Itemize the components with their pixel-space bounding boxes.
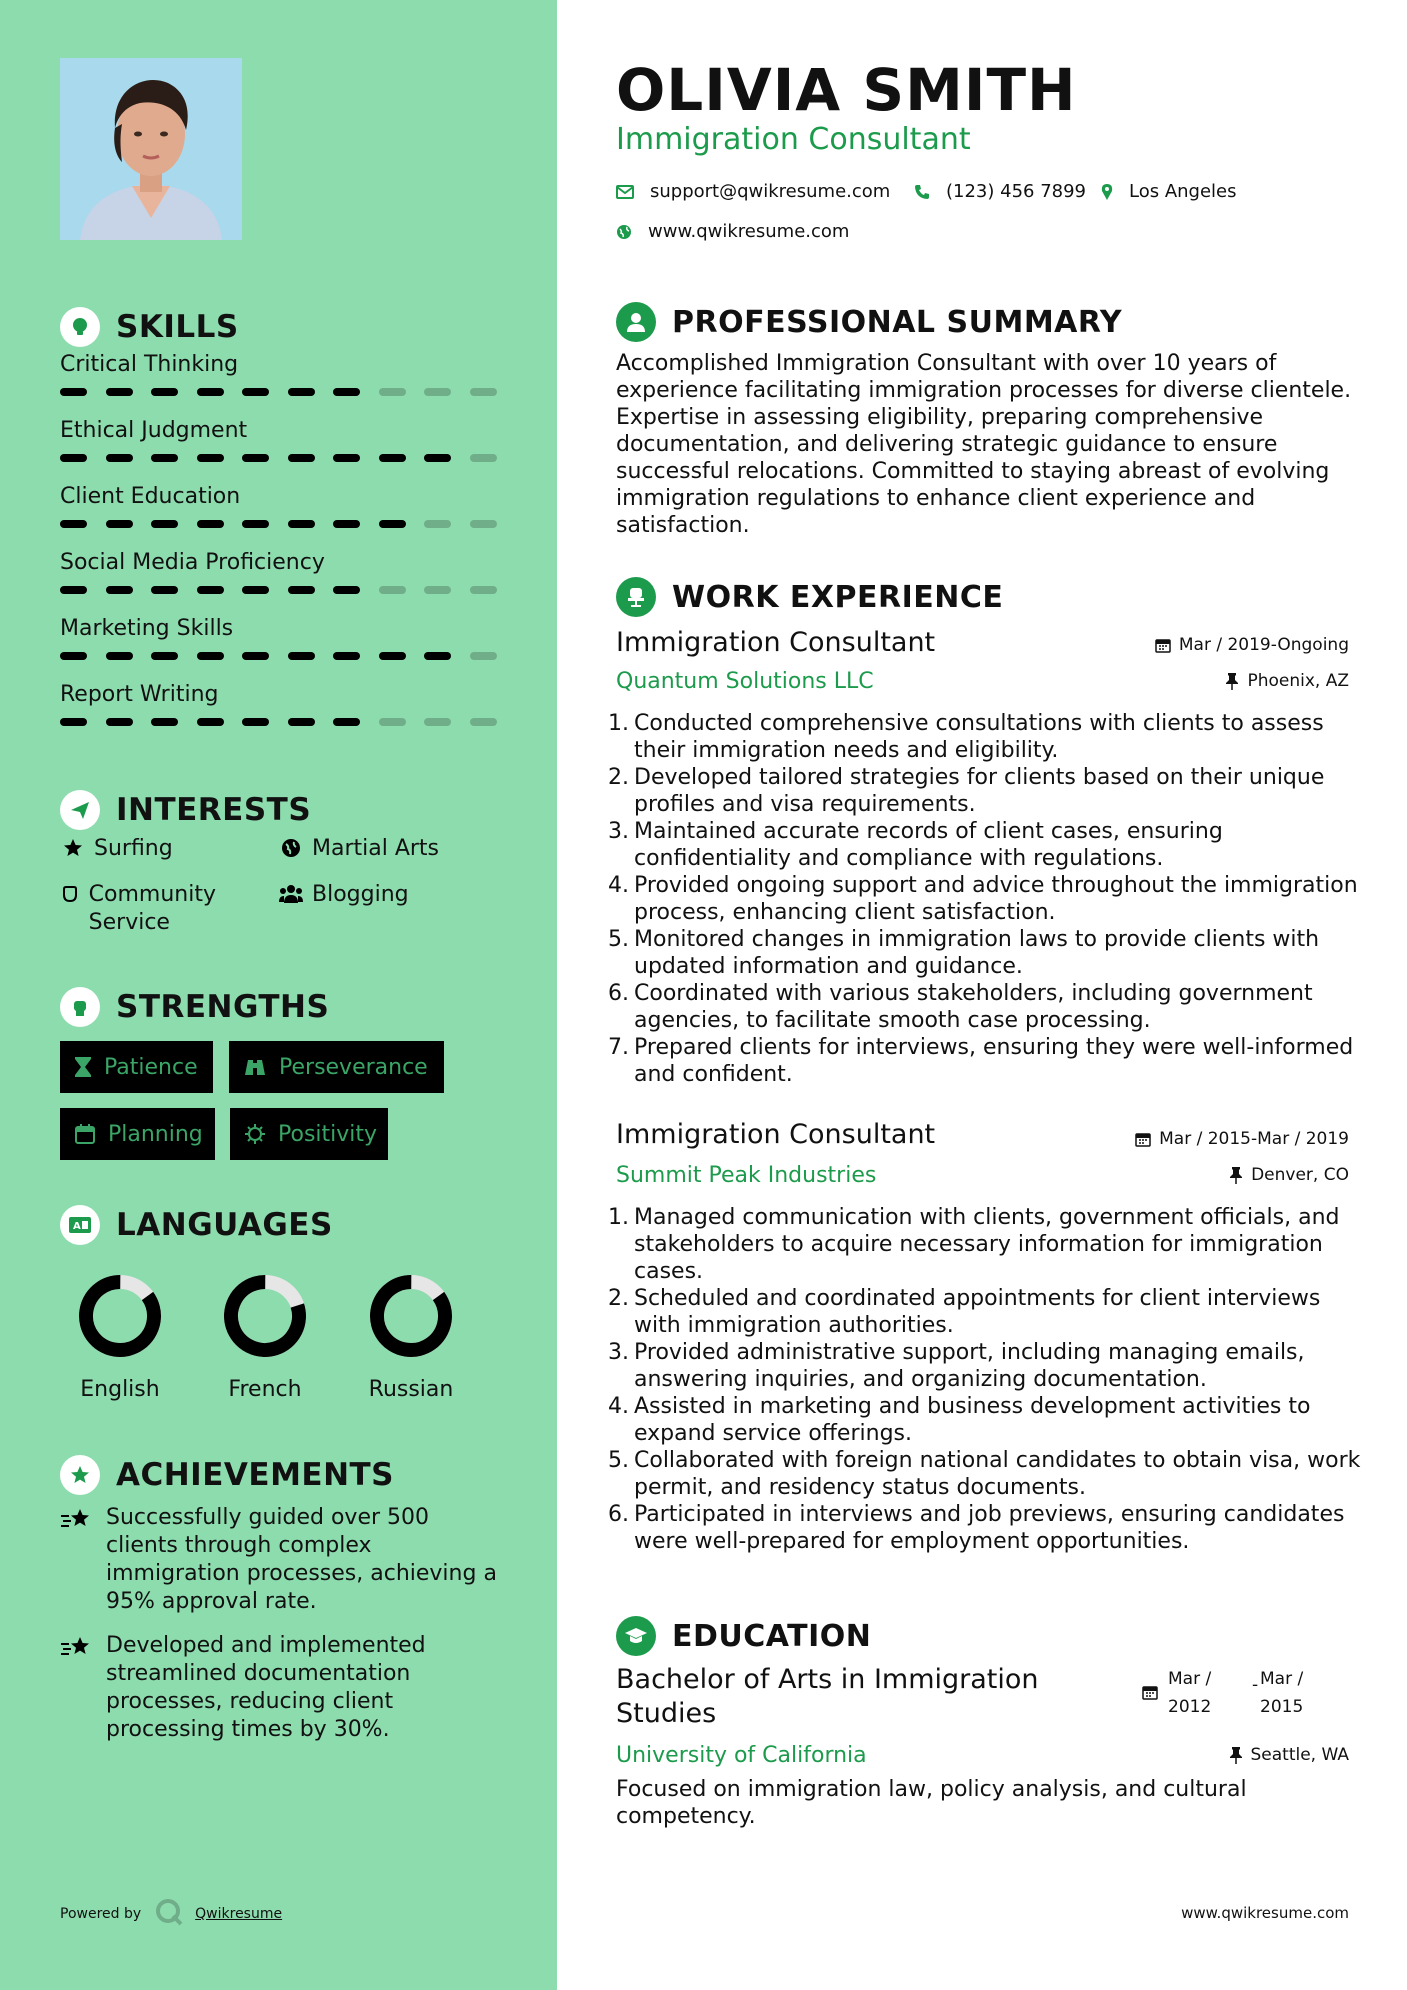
skill-dash-empty [379,388,406,396]
skill-dash-filled [288,388,315,396]
responsibility-text: Provided ongoing support and advice throughout the immigration process, enhancing client satisfaction. [634,873,1358,925]
lightbulb-icon [60,307,100,347]
skill-dash-filled [106,652,133,660]
interest-label: Blogging [312,882,409,907]
skill-dash-filled [151,586,178,594]
responsibility-item [608,1393,1363,1447]
strengths-title: STRENGTHS [116,989,330,1025]
responsibility-text: Managed communication with clients, government officials, and stakeholders to acquire necessary information for immigration cases. [634,1205,1340,1284]
responsibility-item [608,1447,1363,1501]
interests-heading [60,790,311,830]
pushpin-icon [1225,672,1239,690]
skill-dash-filled [242,718,269,726]
skill-item [60,350,510,396]
experience-title: WORK EXPERIENCE [672,579,1004,615]
strength-tag [230,1108,388,1160]
user-icon [616,302,656,342]
skill-dash-empty [470,388,497,396]
office-chair-icon [616,577,656,617]
company-name: Summit Peak Industries [616,1163,877,1188]
skill-dash-filled [333,454,360,462]
skill-dash-filled [379,454,406,462]
list-number: 4. [608,873,629,898]
job-title: Immigration Consultant [616,627,936,658]
skill-dash-filled [288,718,315,726]
calendar-icon [74,1123,96,1145]
phone-contact [914,180,1086,204]
responsibility-item [608,980,1363,1034]
strength-tag [60,1041,213,1093]
responsibility-item [608,1204,1363,1285]
language-proficiency-ring [75,1271,165,1361]
skill-dash-filled [242,388,269,396]
skill-name: Report Writing [60,682,219,707]
skill-item [60,416,510,462]
education-location-text: Seattle, WA [1250,1745,1349,1765]
ring-fill [75,1271,165,1361]
list-number: 5. [608,927,629,952]
paper-plane-icon [60,790,100,830]
job-dates [1155,634,1349,656]
skill-dash-filled [288,652,315,660]
skill-dash-filled [197,718,224,726]
skill-name: Marketing Skills [60,616,234,641]
responsibility-item [608,818,1363,872]
skill-dash-filled [197,586,224,594]
education-location [1229,1744,1350,1766]
language-item [356,1271,466,1402]
skill-name: Critical Thinking [60,352,239,377]
achievement-text: Successfully guided over 500 clients through complex immigration processes, achieving a 95% approval rate. [106,1505,497,1614]
skill-dash-filled [424,454,451,462]
calendar-icon [1155,637,1171,653]
responsibility-item [608,1034,1363,1088]
school-name: University of California [616,1743,867,1768]
candidate-name: OLIVIA SMITH [616,56,1077,124]
achievements-title: ACHIEVEMENTS [116,1457,395,1493]
education-end-date: Mar / 2015 [1260,1669,1304,1717]
job-title: Immigration Consultant [616,1119,936,1150]
graduation-cap-icon [616,1616,656,1656]
list-number: 4. [608,1394,629,1419]
skill-dash-filled [379,652,406,660]
job-dates-text: Mar / 2015-Mar / 2019 [1159,1129,1349,1149]
skill-dash-filled [151,454,178,462]
job-responsibilities [608,710,1363,1088]
ring-fill [222,1273,308,1359]
website-contact [616,220,849,244]
skill-dash-empty [470,520,497,528]
globe-icon [278,835,304,858]
skill-dash-filled [197,520,224,528]
skill-dash-filled [333,718,360,726]
skills-heading [60,307,239,347]
languages-heading [60,1205,333,1245]
email-contact [616,180,890,204]
skills-title: SKILLS [116,309,239,345]
language-name: Russian [368,1377,454,1402]
skill-name: Client Education [60,484,241,509]
qwikresume-logo-icon [155,1898,183,1930]
skill-level-bar [60,454,510,462]
responsibility-text: Prepared clients for interviews, ensuring they were well-informed and confident. [634,1035,1354,1087]
strength-label: Patience [104,1054,198,1080]
skill-dash-empty [424,388,451,396]
skill-dash-filled [242,586,269,594]
job-dates-text: Mar / 2019-Ongoing [1178,635,1349,655]
list-number: 2. [608,1286,629,1311]
education-start-date: Mar / 2012 [1168,1669,1212,1717]
globe-icon [616,224,632,240]
achievement-text: Developed and implemented streamlined documentation processes, reducing client processing times by 30%. [106,1633,426,1742]
date-separator: - [1252,1675,1259,1695]
skill-item [60,548,510,594]
candidate-role: Immigration Consultant [616,122,971,157]
skill-dash-filled [60,652,87,660]
skill-dash-empty [470,652,497,660]
skill-dash-empty [470,718,497,726]
achievement-star-icon [60,1455,100,1495]
language-proficiency-ring [366,1271,456,1361]
pushpin-icon [1229,1746,1243,1764]
skill-level-bar [60,652,510,660]
skill-dash-filled [333,520,360,528]
skill-dash-filled [333,388,360,396]
skill-dash-filled [288,454,315,462]
list-number: 6. [608,981,629,1006]
email-text[interactable]: support@qwikresume.com [650,181,891,202]
responsibility-text: Provided administrative support, including managing emails, answering inquiries, and organizing documentation. [634,1340,1305,1392]
calendar-icon [1142,1665,1158,1721]
strength-tag [60,1108,215,1160]
skill-dash-filled [197,388,224,396]
skill-dash-filled [106,520,133,528]
interest-item [278,835,439,863]
experience-heading [616,577,1003,617]
skill-dash-filled [106,718,133,726]
language-proficiency-ring [220,1271,310,1361]
skill-dash-filled [151,520,178,528]
summary-text: Accomplished Immigration Consultant with over 10 years of experience facilitating immigration processes for diverse clientele. Expertise in assessing eligibility, preparing comprehensive documentation, and delivering strategic guidance to ensure successful relocations. Committed to staying abreast of evolving immigration regulations to enhance client experience and satisfaction. [616,351,1352,538]
sun-icon [244,1123,266,1145]
interest-label: Surfing [94,836,173,861]
job-location-text: Phoenix, AZ [1247,671,1349,691]
interest-item [60,835,173,863]
responsibility-text: Assisted in marketing and business development activities to expand service offerings. [634,1394,1311,1446]
responsibility-text: Maintained accurate records of client cases, ensuring confidentiality and compliance with regulations. [634,819,1223,871]
strength-label: Positivity [278,1121,378,1147]
sidebar [0,0,557,1990]
skill-dash-empty [379,718,406,726]
skill-dash-filled [197,454,224,462]
footer-website[interactable]: www.qwikresume.com [1181,1904,1349,1922]
responsibility-item [608,926,1363,980]
language-item [210,1271,320,1402]
skill-level-bar [60,718,510,726]
skill-dash-filled [60,520,87,528]
list-number: 7. [608,1035,629,1060]
skill-dash-filled [197,652,224,660]
interest-item [60,881,260,937]
strengths-heading [60,987,329,1027]
skill-dash-filled [333,652,360,660]
strength-tag [229,1041,444,1093]
education-dates [1142,1665,1344,1721]
skill-dash-empty [424,520,451,528]
skill-dash-filled [106,454,133,462]
responsibility-item [608,764,1363,818]
list-number: 3. [608,1340,629,1365]
skill-dash-empty [470,586,497,594]
map-pin-icon [1101,183,1113,201]
skill-dash-empty [470,454,497,462]
language-item [65,1271,175,1402]
powered-by-label: Powered by [60,1906,142,1922]
skill-dash-filled [151,718,178,726]
responsibility-text: Conducted comprehensive consultations with clients to assess their immigration needs and eligibility. [634,711,1324,763]
phone-text: (123) 456 7899 [946,181,1087,202]
summary-title: PROFESSIONAL SUMMARY [672,304,1123,340]
language-name: French [228,1377,302,1402]
responsibility-item [608,1285,1363,1339]
skill-dash-filled [242,454,269,462]
skill-dash-empty [379,586,406,594]
job-location [1225,670,1349,692]
strength-label: Planning [108,1121,203,1147]
skill-dash-filled [151,388,178,396]
list-number: 6. [608,1502,629,1527]
hand-icon [60,881,81,904]
skill-dash-filled [288,520,315,528]
responsibility-text: Developed tailored strategies for clients based on their unique profiles and visa requirements. [634,765,1325,817]
skill-dash-filled [424,652,451,660]
job-responsibilities [608,1204,1363,1555]
ring-fill [366,1271,456,1361]
skill-dash-filled [60,454,87,462]
svg-text:A: A [73,1221,81,1232]
achievements-heading [60,1455,394,1495]
skill-dash-filled [333,586,360,594]
responsibility-text: Coordinated with various stakeholders, including government agencies, to facilitate smooth case processing. [634,981,1313,1033]
skill-dash-empty [424,718,451,726]
skill-dash-filled [106,388,133,396]
shooting-star-icon [60,1504,92,1540]
job-dates [1135,1128,1349,1150]
responsibility-text: Collaborated with foreign national candidates to obtain visa, work permit, and residency status documents. [634,1448,1361,1500]
summary-heading [616,302,1122,342]
achievement-item [60,1504,500,1616]
education-title: EDUCATION [672,1618,872,1654]
list-number: 1. [608,711,629,736]
users-icon [278,881,304,904]
location-contact [1101,180,1237,204]
list-number: 1. [608,1205,629,1230]
skill-level-bar [60,520,510,528]
list-number: 2. [608,765,629,790]
interest-item [278,881,409,909]
skill-dash-filled [106,586,133,594]
skill-item [60,680,510,726]
degree-title: Bachelor of Arts in Immigration Studies [616,1664,1039,1729]
company-name: Quantum Solutions LLC [616,669,874,694]
strength-label: Perseverance [279,1054,428,1080]
skill-dash-filled [60,586,87,594]
star-icon [60,835,86,858]
pushpin-icon [1229,1166,1243,1184]
calendar-icon [1135,1131,1151,1147]
responsibility-text: Monitored changes in immigration laws to provide clients with updated information and guidance. [634,927,1320,979]
language-name: English [80,1377,160,1402]
interests-title: INTERESTS [116,792,312,828]
phone-icon [914,184,930,200]
responsibility-item [608,710,1363,764]
responsibility-item [608,1339,1363,1393]
envelope-icon [616,185,634,199]
education-description: Focused on immigration law, policy analysis, and cultural competency. [616,1777,1247,1829]
skill-item [60,482,510,528]
shooting-star-icon [60,1632,92,1668]
education-heading [616,1616,871,1656]
list-number: 5. [608,1448,629,1473]
skill-dash-filled [242,520,269,528]
responsibility-text: Participated in interviews and job previews, ensuring candidates were well-prepared for employment opportunities. [634,1502,1345,1554]
responsibility-text: Scheduled and coordinated appointments for client interviews with immigration authorities. [634,1286,1321,1338]
interest-label: Community Service [88,882,216,935]
skill-dash-filled [242,652,269,660]
binoculars-icon [243,1057,267,1077]
skill-dash-filled [60,718,87,726]
job-location-text: Denver, CO [1251,1165,1349,1185]
skill-item [60,614,510,660]
powered-by [60,1898,282,1930]
qwikresume-link[interactable]: Qwikresume [195,1906,283,1922]
interest-label: Martial Arts [312,836,440,861]
languages-title: LANGUAGES [116,1207,333,1243]
achievement-item [60,1632,500,1744]
skill-dash-filled [379,520,406,528]
responsibility-item [608,872,1363,926]
skill-dash-empty [424,586,451,594]
skill-name: Social Media Proficiency [60,550,325,575]
hourglass-icon [74,1056,92,1078]
skill-level-bar [60,388,510,396]
list-number: 3. [608,819,629,844]
website-text[interactable]: www.qwikresume.com [648,221,850,242]
skill-dash-filled [60,388,87,396]
skill-name: Ethical Judgment [60,418,248,443]
fist-icon [60,987,100,1027]
language-card-icon [60,1205,100,1245]
location-text: Los Angeles [1129,181,1237,202]
responsibility-item [608,1501,1363,1555]
profile-photo [60,58,242,240]
skill-dash-filled [288,586,315,594]
skill-dash-filled [151,652,178,660]
job-location [1229,1164,1349,1186]
skill-level-bar [60,586,510,594]
